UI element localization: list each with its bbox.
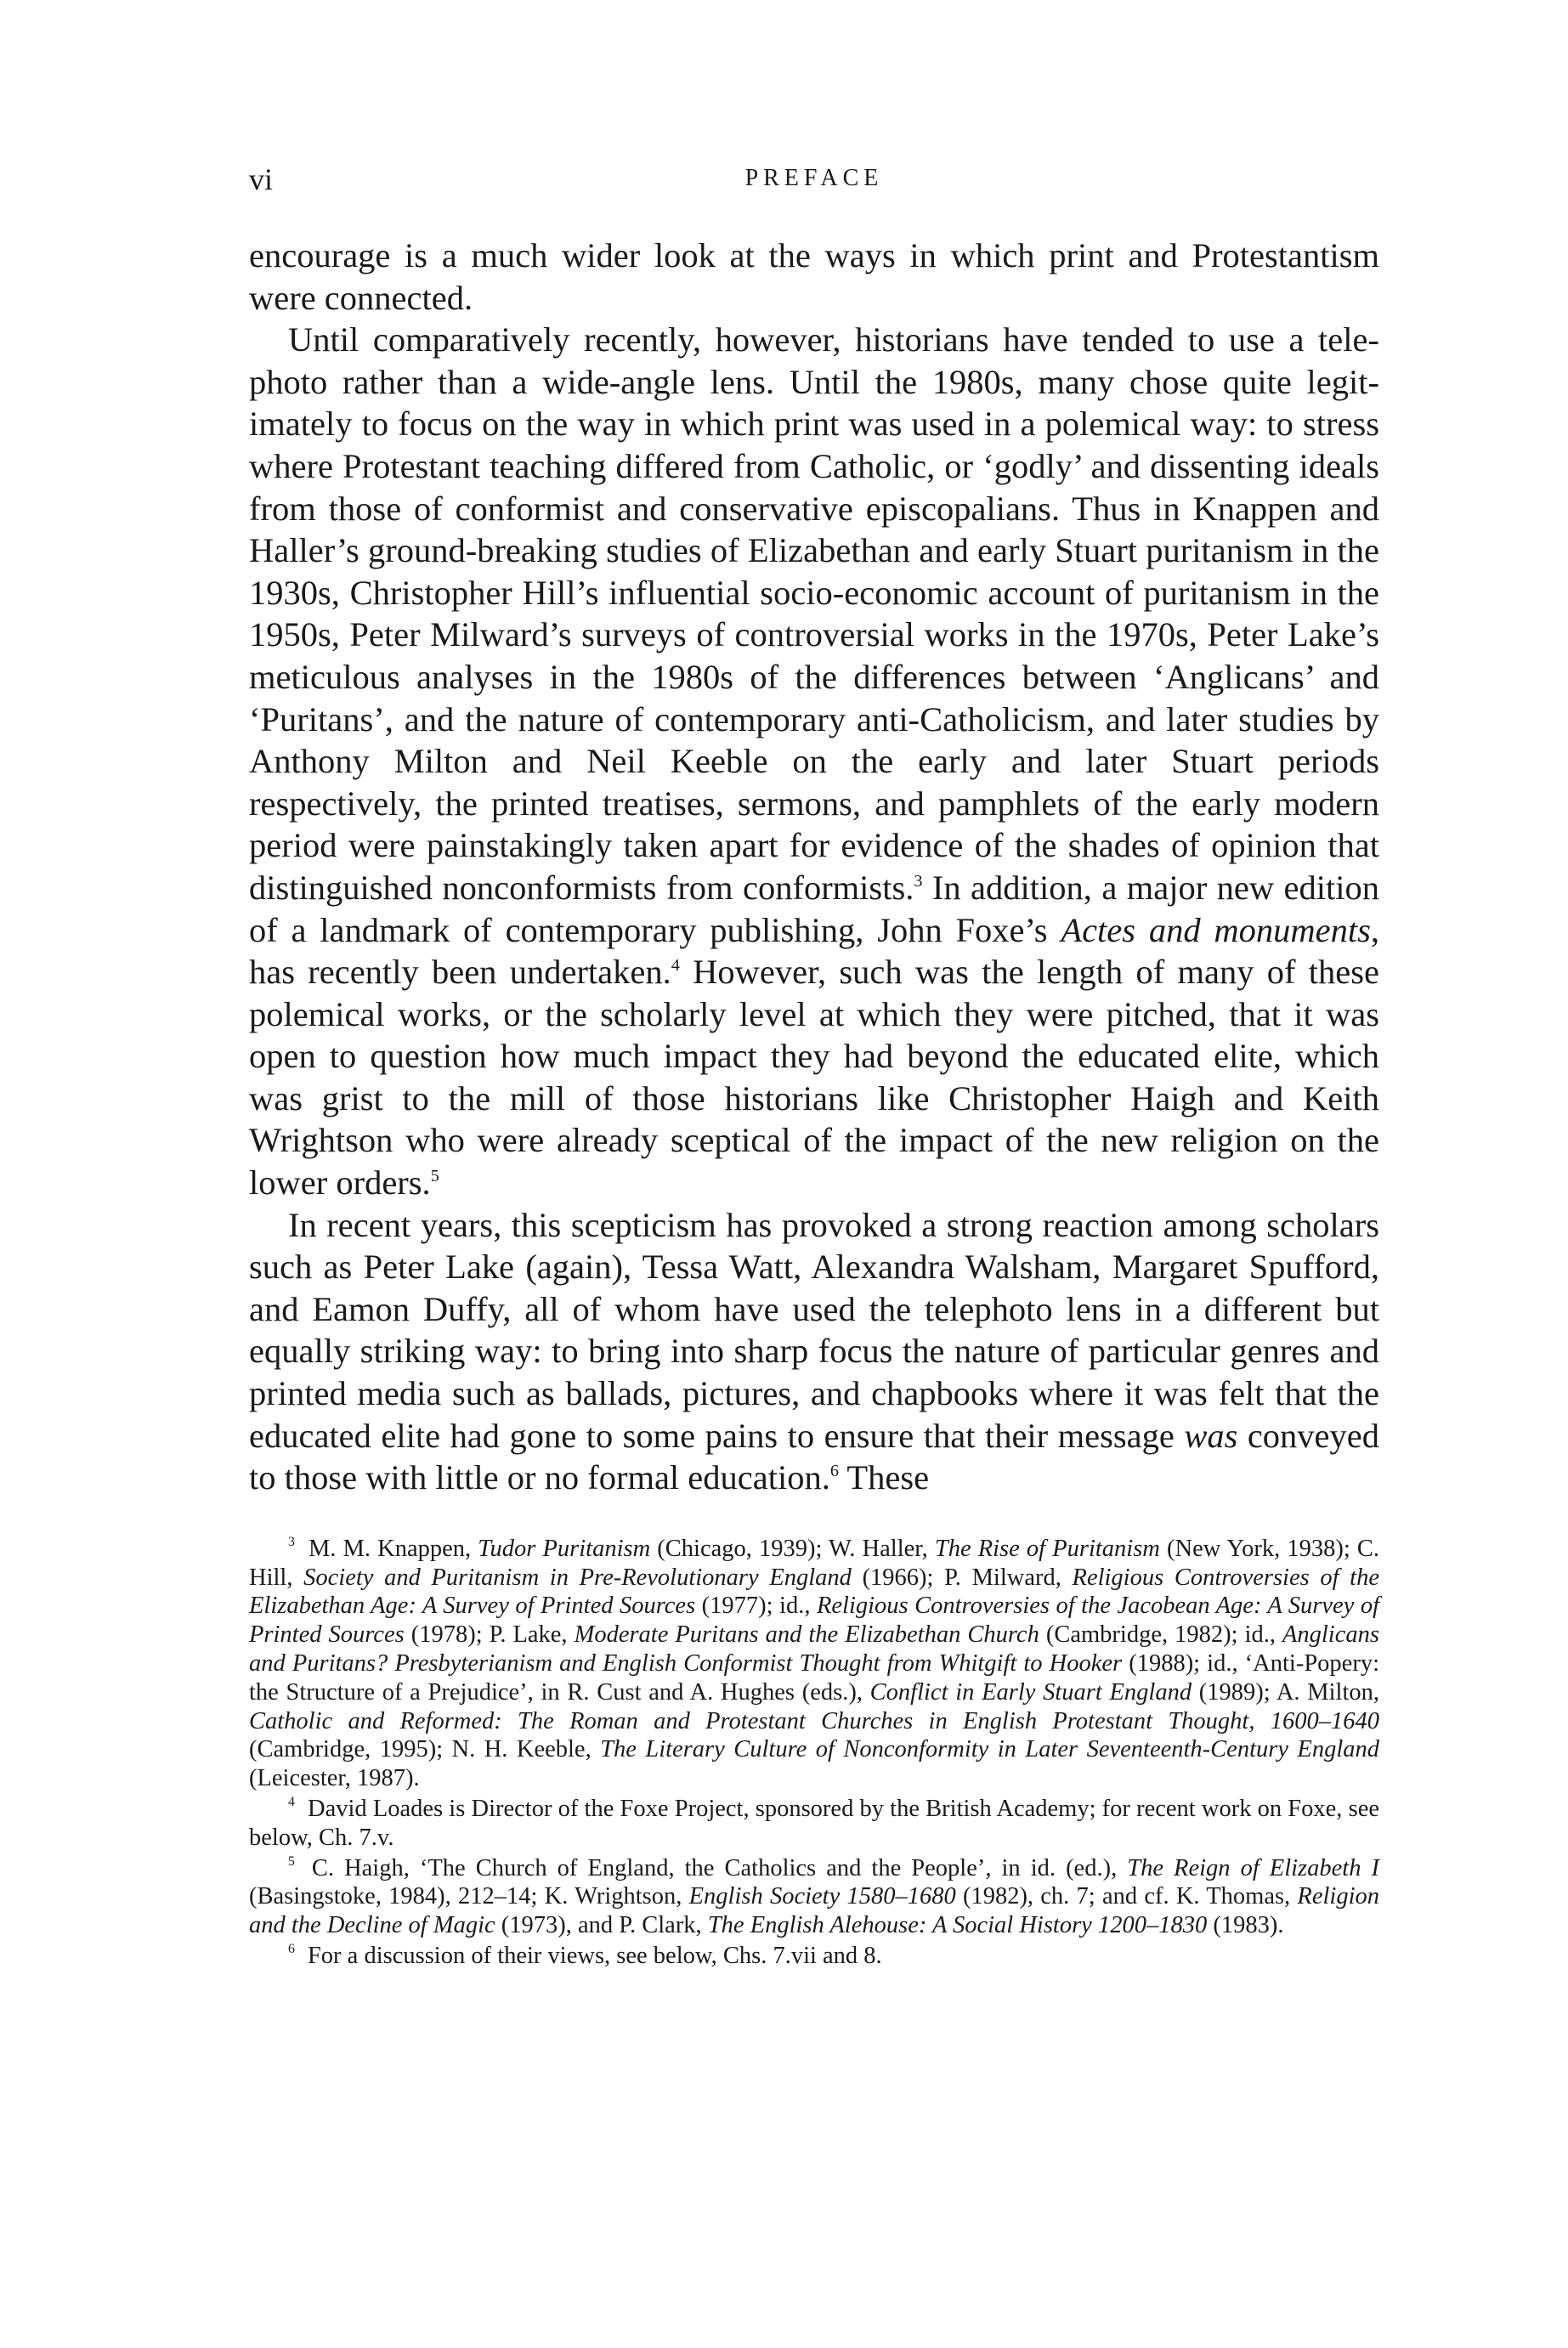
text-run: (1982), ch. 7; and cf. K. Thomas, [955,1883,1298,1910]
italic-title: Society and Puritanism in Pre-Revolutionary England [303,1564,852,1591]
italic-title: English Society 1580–1680 [688,1883,956,1910]
italic-title: The English Alehouse: A Social History 1200–1830 [707,1912,1208,1939]
italic-title: Actes and monuments [1061,910,1371,949]
text-run: (Leicester, 1987). [249,1765,420,1792]
text-run: These [838,1458,930,1497]
footnote-number: 6 [288,1942,295,1957]
text-run: (Cambridge, 1995); N. H. Keeble, [249,1736,601,1763]
text-run: (Basingstoke, 1984), 212–14; K. Wrightson, [249,1883,689,1910]
page-number: vi [249,162,274,196]
text-run: , has recently been undertaken. [249,910,1379,992]
italic-title: Religion and the Decline of Magic [249,1883,1379,1939]
footnote-number: 5 [288,1853,295,1869]
text-run: For a discussion of their views, see below, Chs. 7.vii and 8. [301,1942,882,1969]
text-run: (1973), and P. Clark, [495,1912,708,1939]
text-run: In addition, a major new edition of a landmark of contemporary publishing, John Foxe’s [249,868,1379,949]
text-run: (1989); A. Milton, [1192,1678,1379,1706]
italic-title: Religious Controversies of the Jacobean Age: A Survey of Printed Sources [249,1593,1380,1649]
text-run: (1983). [1207,1912,1284,1939]
footnote-number: 3 [288,1535,295,1550]
main-text [249,235,1379,1499]
text-run: conveyed to those with little or no formal education. [249,1416,1379,1497]
italic-title: The Rise of Puritanism [934,1535,1160,1562]
italic-title: The Reign of Elizabeth I [1127,1854,1379,1881]
text-run: (Chicago, 1939); W. Haller, [650,1535,935,1562]
text-run: (1978); P. Lake, [404,1621,575,1649]
italic-title: Anglicans and Puritans? Presbyterianism and English Conformist Thought from Whitgift to Hooker [249,1621,1379,1677]
text-run: (1988); id., ‘Anti-Popery: the Structure of a Prejudice’, in R. Cust and A. Hughes (eds.), [249,1650,1379,1706]
text-run: (1966); P. Milward, [851,1564,1073,1591]
text-run: (New York, 1938); C. Hill, [249,1535,1379,1591]
footnote-5 [249,1854,1379,1940]
text-run: (1977); id., [695,1593,817,1620]
italic-title: Moderate Puritans and the Elizabethan Church [574,1621,1039,1649]
italic-title: Religious Controversies of the Elizabethan Age: A Survey of Printed Sources [249,1564,1379,1620]
footnote-ref-6: 6 [829,1462,839,1481]
running-head-title: PREFACE [744,165,884,191]
footnote-6 [249,1942,1379,1971]
italic-title: The Literary Culture of Nonconformity in Later Seventeenth-Century England [600,1736,1380,1763]
italic-title: Tudor Puritanism [478,1535,651,1562]
footnotes [249,1535,1379,1971]
footnote-ref-3: 3 [914,871,923,891]
footnote-4 [249,1795,1379,1853]
paragraph [249,1204,1379,1499]
italic-emphasis: was [1184,1416,1238,1455]
paragraph-continuation [249,235,1379,319]
text-run: encourage is a much wider look at the ways in which print and Protestantism were connected. [249,236,1379,317]
text-run: C. Haigh, ‘The Church of England, the Catholics and the People’, in id. (ed.), [301,1854,1128,1881]
footnote-3 [249,1535,1379,1793]
footnote-ref-4: 4 [671,955,680,975]
book-page [249,161,1379,1972]
text-run: In recent years, this scepticism has provoked a strong reaction among scholars such as Peter Lake (again), Tessa Watt, Alexandra Walsham, Margaret Spufford, and Eamon Duffy, all of whom have used the telephoto lens in a different but equally striking way: to bring into sharp focus the nature of particular genres and printed media such as ballads, pictures, and chapbooks where it was felt that the educated elite had gone to some pains to ensure that their message [249,1205,1379,1455]
italic-title: Catholic and Reformed: The Roman and Protestant Churches in English Protestant Thought, 1600–1640 [249,1707,1379,1734]
running-head [249,161,1379,204]
text-run: David Loades is Director of the Foxe Project, sponsored by the British Academy; for recent work on Foxe, see below, Ch. 7.v. [249,1795,1379,1851]
paragraph [249,319,1379,1203]
text-run: However, such was the length of many of these polemical works, or the scholarly level at which they were pitched, that it was open to question how much impact they had beyond the educated elite, which was grist to the mill of those historians like Christopher Haigh and Keith Wrightson who were already sceptical of the impact of the new religion on the lower orders. [249,953,1379,1202]
footnote-ref-5: 5 [430,1166,439,1185]
footnote-number: 4 [288,1795,295,1810]
text-run: (Cambridge, 1982); id., [1039,1621,1282,1649]
text-run: M. M. Knappen, [301,1535,478,1562]
italic-title: Conflict in Early Stuart England [869,1678,1192,1706]
text-run: Until comparatively recently, however, historians have tended to use a telephoto rather than a wide-angle lens. Until the 1980s, many chose quite legitimately to focus on the way in which print was used in a polemical way: to stress where Protestant teaching differed from Catholic, or ‘godly’ and dissenting ideals from those of conformist and conservative episcopalians. Thus in Knappen and Haller’s ground-breaking studies of Elizabethan and early Stuart puritanism in the 1930s, Christopher Hill’s influential socio-economic account of puritanism in the 1950s, Peter Milward’s surveys of controversial works in the 1970s, Peter Lake’s meticulous analyses in the 1980s of the differences between ‘Anglicans’ and ‘Puritans’, and the nature of contemporary anti-Catholicism, and later studies by Anthony Milton and Neil Keeble on the early and later Stuart periods respectively, the printed treatises, sermons, and pamphlets of the early modern period were painstakingly taken apart for evidence of the shades of opinion that distinguished nonconformists from conformists. [249,320,1379,907]
